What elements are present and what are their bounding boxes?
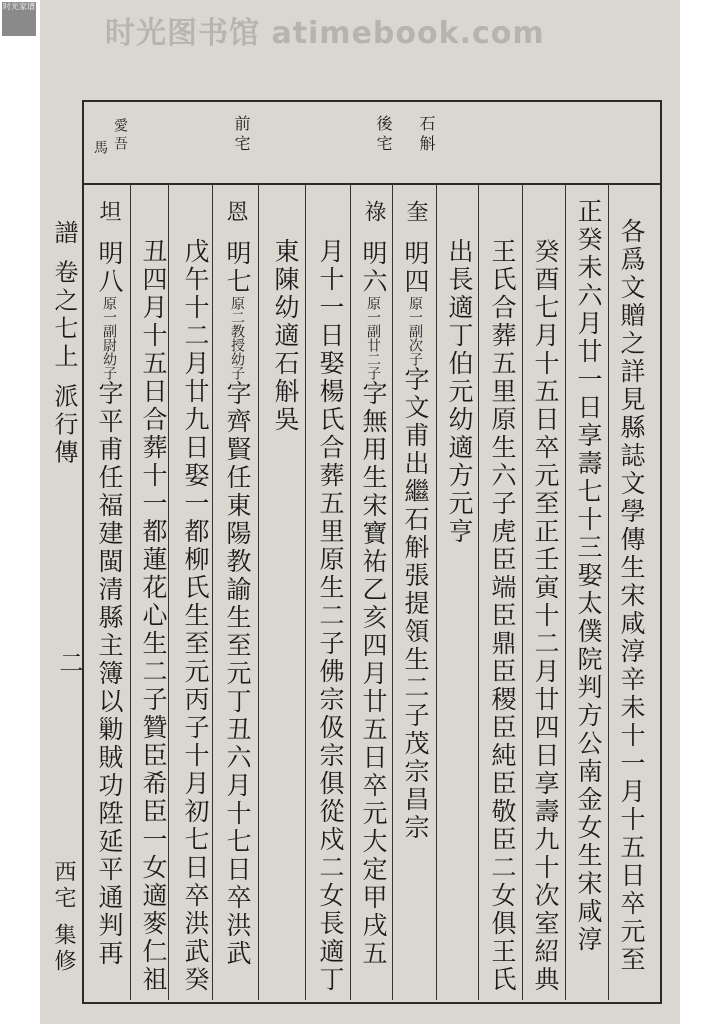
header-label-shihu: 石斛	[417, 115, 436, 155]
column-rule	[212, 183, 213, 1000]
name-lu: 祿	[361, 200, 386, 222]
text-column-4: 王氏合葬五里原生六子虎臣端臣鼎臣稷臣純臣敬臣二女俱王氏	[488, 238, 517, 994]
text-column-12: 丑四月十五日合葬十一都蓮花心生二子贊臣希臣一女適麥仁祖	[139, 238, 168, 994]
text-column-3: 癸酉七月十五日卒元至正壬寅十二月廿四日享壽九十次室紹典	[531, 238, 560, 994]
column-rule	[522, 183, 523, 1000]
interlinear-note: 原二教授幼子	[229, 296, 245, 380]
header-label-houzhai: 後宅	[374, 115, 393, 155]
interlinear-note: 原一副次子	[407, 296, 423, 366]
text-column-2: 正癸未六月廿一日享壽七十三娶太僕院判方公南金女生宋咸淳	[574, 198, 603, 954]
column-rule	[436, 183, 437, 1000]
book-title: 譜 卷之七上 派行傳	[50, 220, 78, 468]
interlinear-note: 原一副尉幼子	[101, 296, 117, 380]
column-rule	[608, 183, 609, 1000]
text-column-6: 明四原一副次子字文甫出繼石斛張提領生二子茂宗昌宗	[401, 240, 430, 842]
text-column-5: 出長適丁伯元幼適方元亨	[445, 238, 474, 546]
header-label-ma: 馬	[92, 140, 108, 158]
header-label-qianzhai: 前宅	[232, 115, 251, 155]
watermark: 时光图书馆 atimebook.com	[105, 16, 545, 51]
text-column-1: 各爲文贈之詳見縣誌文學傳生宋咸淳辛未十一月十五日卒元至	[617, 218, 646, 974]
name-tan: 坦	[96, 200, 121, 222]
page-number: 二	[55, 650, 83, 674]
column-rule	[350, 183, 351, 1000]
header-label-aiwu: 愛吾	[112, 118, 128, 154]
column-rule	[305, 183, 306, 1000]
text-column-10: 明七原二教授幼子字齊賢任東陽教諭生至元丁丑六月十七日卒洪武	[223, 240, 252, 968]
book-footer: 西宅 集修	[51, 860, 76, 975]
name-kui: 奎	[403, 200, 428, 222]
column-rule	[258, 183, 259, 1000]
column-rule	[168, 183, 169, 1000]
column-rule	[565, 183, 566, 1000]
text-column-8: 月十一日娶楊氏合葬五里原生二子佛宗伋宗俱從戍二女長適丁	[316, 238, 345, 994]
name-en: 恩	[223, 200, 248, 222]
column-rule	[130, 183, 131, 1000]
library-stamp: 时光家谱	[2, 2, 36, 36]
text-column-9: 東陳幼適石斛吳	[271, 238, 300, 434]
interlinear-note: 原一副廿二子	[365, 296, 381, 380]
text-column-7: 明六原一副廿二子字無用生宋寶祐乙亥四月廿五日卒元大定甲戌五	[359, 240, 388, 968]
column-rule	[478, 183, 479, 1000]
text-column-11: 戊午十二月廿九日娶一都柳氏生至元丙子十月初七日卒洪武癸	[181, 238, 210, 994]
text-column-13: 明八原一副尉幼子字平甫任福建閩清縣主簿以勦賊功陞延平通判再	[95, 240, 124, 968]
column-rule	[392, 183, 393, 1000]
